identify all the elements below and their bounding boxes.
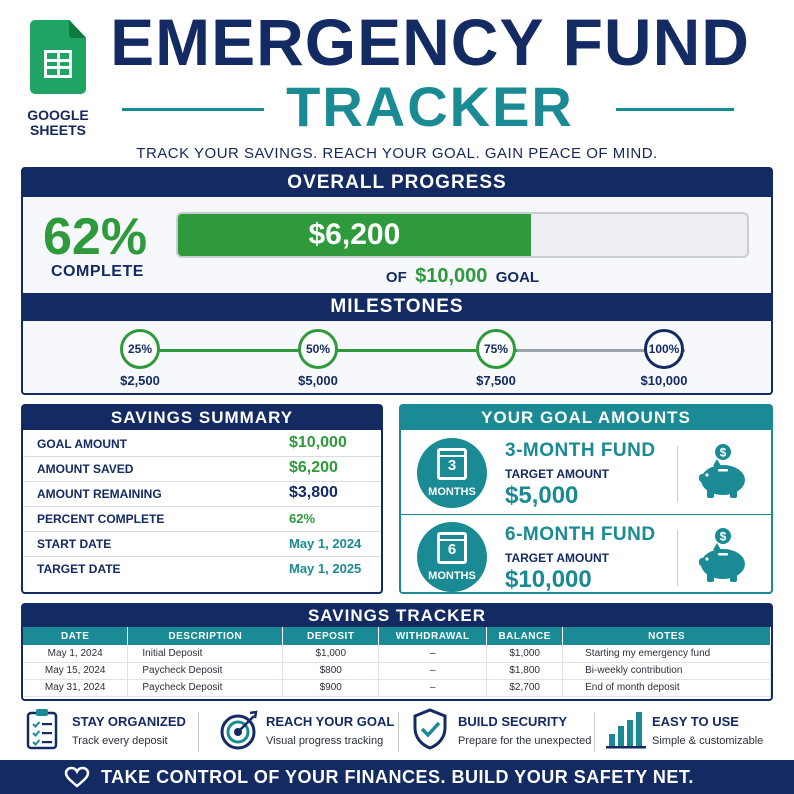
summary-value: $3,800 (289, 484, 338, 501)
footer-banner (0, 760, 794, 794)
google-sheets-icon (30, 20, 86, 94)
summary-label: TARGET DATE (37, 562, 121, 576)
milestone-50 (273, 329, 363, 388)
summary-label: AMOUNT SAVED (37, 462, 134, 476)
footer-text: TAKE CONTROL OF YOUR FINANCES. BUILD YOUR SAFETY NET. (101, 767, 694, 787)
cell-balance: $1,000 (487, 645, 563, 662)
cell-balance: $2,700 (487, 679, 563, 696)
cell-date: May 15, 2024 (23, 662, 128, 679)
clipboard-icon (26, 708, 58, 750)
svg-text:$: $ (719, 529, 727, 544)
milestone-badge: 75% (476, 329, 516, 369)
summary-row (23, 457, 381, 482)
google-sheets-logo (26, 20, 90, 138)
summary-row (23, 432, 381, 457)
goal-separator (677, 530, 678, 586)
summary-label: START DATE (37, 537, 112, 551)
summary-value: 62% (289, 511, 316, 526)
summary-label: PERCENT COMPLETE (37, 512, 165, 526)
cell-description: Paycheck Deposit (128, 679, 283, 696)
cell-date: May 1, 2024 (23, 645, 128, 662)
goal-card-6-month (401, 518, 771, 598)
goal-amounts-panel (399, 404, 773, 594)
calendar-icon (417, 438, 487, 508)
goal-separator (677, 446, 678, 502)
savings-tracker-table (23, 627, 771, 697)
table-header-row (23, 627, 771, 645)
calendar-icon (417, 522, 487, 592)
milestone-75 (451, 329, 541, 388)
goal-prefix: OF (385, 269, 407, 286)
goal-divider (401, 514, 771, 515)
goal-subtitle: TARGET AMOUNT (505, 551, 609, 565)
calendar-number: 3 (437, 448, 467, 480)
cell-withdrawal: – (379, 679, 487, 696)
feature-separator (198, 712, 199, 752)
feature-title: EASY TO USE (652, 714, 739, 729)
cell-description: Paycheck Deposit (128, 662, 283, 679)
tagline: TRACK YOUR SAVINGS. REACH YOUR GOAL. GAIN PEACE OF MIND. (136, 145, 658, 162)
goal-subtitle: TARGET AMOUNT (505, 467, 609, 481)
goal-amount: $5,000 (505, 482, 579, 509)
calendar-number: 6 (437, 532, 467, 564)
column-header-description: DESCRIPTION (128, 627, 283, 645)
savings-tracker-heading: SAVINGS TRACKER (23, 605, 771, 627)
logo-line1: GOOGLE (27, 107, 89, 123)
summary-row (23, 507, 381, 532)
column-header-withdrawal: WITHDRAWAL (379, 627, 487, 645)
cell-deposit: $900 (283, 679, 379, 696)
cell-deposit: $1,000 (283, 645, 379, 662)
summary-value: May 1, 2024 (289, 536, 362, 551)
goal-card-3-month (401, 434, 771, 514)
page-subtitle: TRACKER (286, 75, 574, 138)
percent-complete-value: 62% (43, 208, 148, 266)
summary-value: May 1, 2025 (289, 561, 362, 576)
feature-subtitle: Simple & customizable (652, 735, 764, 747)
column-header-balance: BALANCE (487, 627, 563, 645)
cell-deposit: $800 (283, 662, 379, 679)
feature-subtitle: Prepare for the unexpected (458, 735, 592, 747)
goal-title: 6-MONTH FUND (505, 524, 656, 545)
cell-notes: Starting my emergency fund (563, 645, 771, 662)
progress-bar-fill (178, 214, 531, 256)
goal-amounts-heading: YOUR GOAL AMOUNTS (401, 406, 771, 430)
goal-amount: $10,000 (415, 265, 488, 287)
summary-value: $10,000 (289, 434, 347, 451)
savings-summary-heading: SAVINGS SUMMARY (23, 406, 381, 430)
summary-row (23, 482, 381, 507)
progress-bar (176, 212, 749, 258)
feature-title: BUILD SECURITY (458, 714, 568, 729)
page-title: EMERGENCY FUND (110, 5, 750, 79)
milestone-amount: $10,000 (640, 373, 688, 388)
summary-label: GOAL AMOUNT (37, 437, 127, 451)
cell-description: Initial Deposit (128, 645, 283, 662)
column-header-date: DATE (23, 627, 128, 645)
summary-label: AMOUNT REMAINING (37, 487, 162, 501)
target-icon (220, 708, 260, 750)
goal-caption (176, 265, 749, 288)
goal-suffix: GOAL (495, 269, 540, 286)
shield-check-icon (412, 708, 448, 750)
cell-date: May 31, 2024 (23, 679, 128, 696)
savings-tracker-panel (21, 603, 773, 701)
summary-row (23, 557, 381, 582)
summary-value: $6,200 (289, 459, 338, 476)
overall-progress-heading: OVERALL PROGRESS (23, 169, 771, 197)
milestones-heading: MILESTONES (23, 293, 771, 321)
percent-complete-caption: COMPLETE (51, 263, 144, 280)
milestone-badge: 50% (298, 329, 338, 369)
cell-withdrawal: – (379, 662, 487, 679)
goal-amount: $10,000 (505, 566, 592, 593)
summary-row (23, 532, 381, 557)
cell-withdrawal: – (379, 645, 487, 662)
piggy-bank-icon (691, 526, 755, 586)
milestone-badge: 25% (120, 329, 160, 369)
table-row (23, 662, 771, 679)
feature-subtitle: Track every deposit (72, 735, 168, 747)
cell-notes: End of month deposit (563, 679, 771, 696)
title-divider-right (616, 108, 734, 111)
heart-icon (64, 766, 90, 788)
column-header-notes: NOTES (563, 627, 771, 645)
bar-chart-icon (606, 708, 646, 750)
table-row (23, 645, 771, 662)
svg-text:$: $ (719, 445, 727, 460)
cell-notes: Bi-weekly contribution (563, 662, 771, 679)
calendar-caption: MONTHS (428, 570, 476, 582)
calendar-caption: MONTHS (428, 486, 476, 498)
cell-balance: $1,800 (487, 662, 563, 679)
milestone-25 (95, 329, 185, 388)
feature-separator (594, 712, 595, 752)
saved-amount: $6,200 (308, 218, 401, 251)
milestone-amount: $7,500 (476, 373, 516, 388)
milestone-amount: $2,500 (120, 373, 160, 388)
savings-summary-panel (21, 404, 383, 594)
logo-line2: SHEETS (29, 122, 86, 138)
logo-caption (26, 108, 90, 138)
goal-title: 3-MONTH FUND (505, 440, 656, 461)
feature-subtitle: Visual progress tracking (266, 735, 384, 747)
milestone-100 (619, 329, 709, 388)
feature-title: REACH YOUR GOAL (266, 714, 395, 729)
feature-separator (398, 712, 399, 752)
column-header-deposit: DEPOSIT (283, 627, 379, 645)
milestone-badge: 100% (644, 329, 684, 369)
table-row (23, 679, 771, 696)
overall-progress-panel (21, 167, 773, 395)
feature-title: STAY ORGANIZED (72, 714, 186, 729)
piggy-bank-icon (691, 442, 755, 502)
milestone-amount: $5,000 (298, 373, 338, 388)
